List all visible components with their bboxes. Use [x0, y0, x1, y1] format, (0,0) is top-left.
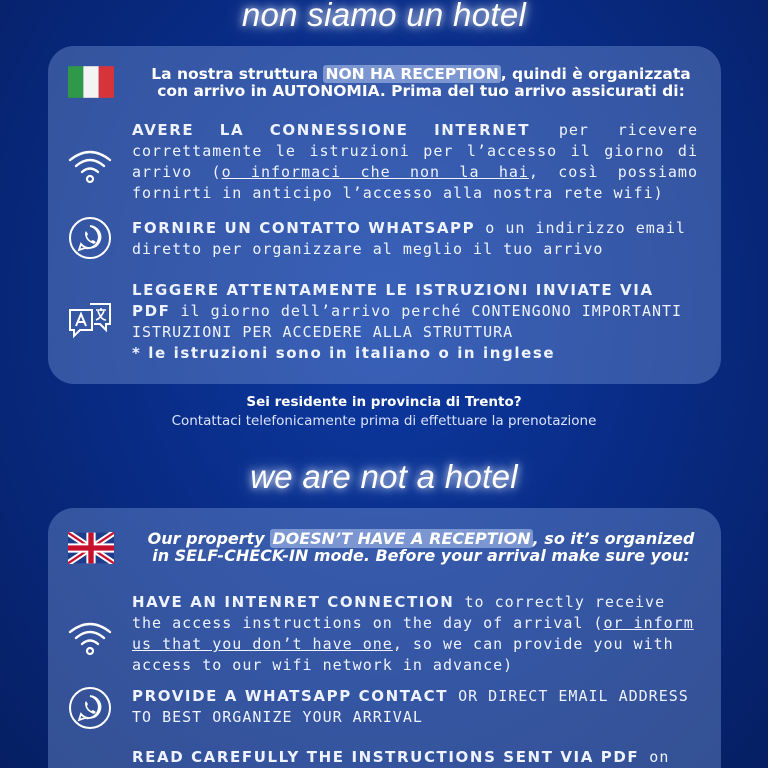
no-reception-highlight-en: DOESN’T HAVE A RECEPTION [272, 529, 531, 548]
item-whatsapp-en: PROVIDE A WHATSAPP CONTACT OR DIRECT EMAIL ADDRESS TO BEST ORGANIZE YOUR ARRIVAL [132, 687, 689, 726]
title-en: we are not a hotel [250, 458, 518, 495]
intro-en: Our property DOESN’T HAVE A RECEPTION , so it’s organized in SELF-CHECK-IN mode. Before your arrival make sure you: [147, 529, 695, 565]
uk-flag-icon [68, 532, 114, 564]
item-pdf-it: LEGGERE ATTENTAMENTE LE ISTRUZIONI INVIATE VIA PDF il giorno dell’arrivo perché CONTENGONO IMPORTANTI ISTRUZIONI PER ACCEDERE ALLA STRUTTURA * le istruzioni sono in italiano o in inglese [132, 281, 683, 362]
no-reception-highlight-it: NON HA RECEPTION [325, 65, 499, 83]
italy-flag-icon [68, 66, 114, 98]
item-internet-it: AVERE LA CONNESSIONE INTERNET per ricevere correttamente le istruzioni per l’accesso il giorno di arrivo (o informaci che non la hai, così possiamo fornirti in anticipo l’accesso alla nostra rete wifi) [132, 121, 698, 202]
card-it [48, 46, 721, 384]
wifi-icon [66, 614, 114, 662]
language-note-it: * le istruzioni sono in italiano o in inglese [132, 344, 556, 362]
whatsapp-icon [66, 684, 114, 732]
resident-note [0, 393, 768, 431]
item-pdf-en: READ CAREFULLY THE INSTRUCTIONS SENT VIA PDF on [132, 748, 670, 766]
card-en [48, 508, 721, 768]
translate-icon [66, 298, 114, 346]
wifi-icon [66, 142, 114, 190]
resident-answer: Contattaci telefonicamente prima di effettuare la prenotazione [171, 413, 597, 429]
title-it: non siamo un hotel [241, 0, 527, 33]
resident-question: Sei residente in provincia di Trento? [246, 394, 522, 410]
whatsapp-icon [66, 214, 114, 262]
item-internet-en: HAVE AN INTENRET CONNECTION to correctly receive the access instructions on the day of arrival (or inform us that you don’t have one, so we can provide you with access to our wifi network in advance) [132, 593, 694, 674]
item-whatsapp-it: FORNIRE UN CONTATTO WHATSAPP o un indirizzo email diretto per organizzare al meglio il tuo arrivo [132, 219, 686, 258]
intro-it: La nostra struttura NON HA RECEPTION , quindi è organizzata con arrivo in AUTONOMIA. Prima del tuo arrivo assicurati di: [151, 65, 691, 100]
